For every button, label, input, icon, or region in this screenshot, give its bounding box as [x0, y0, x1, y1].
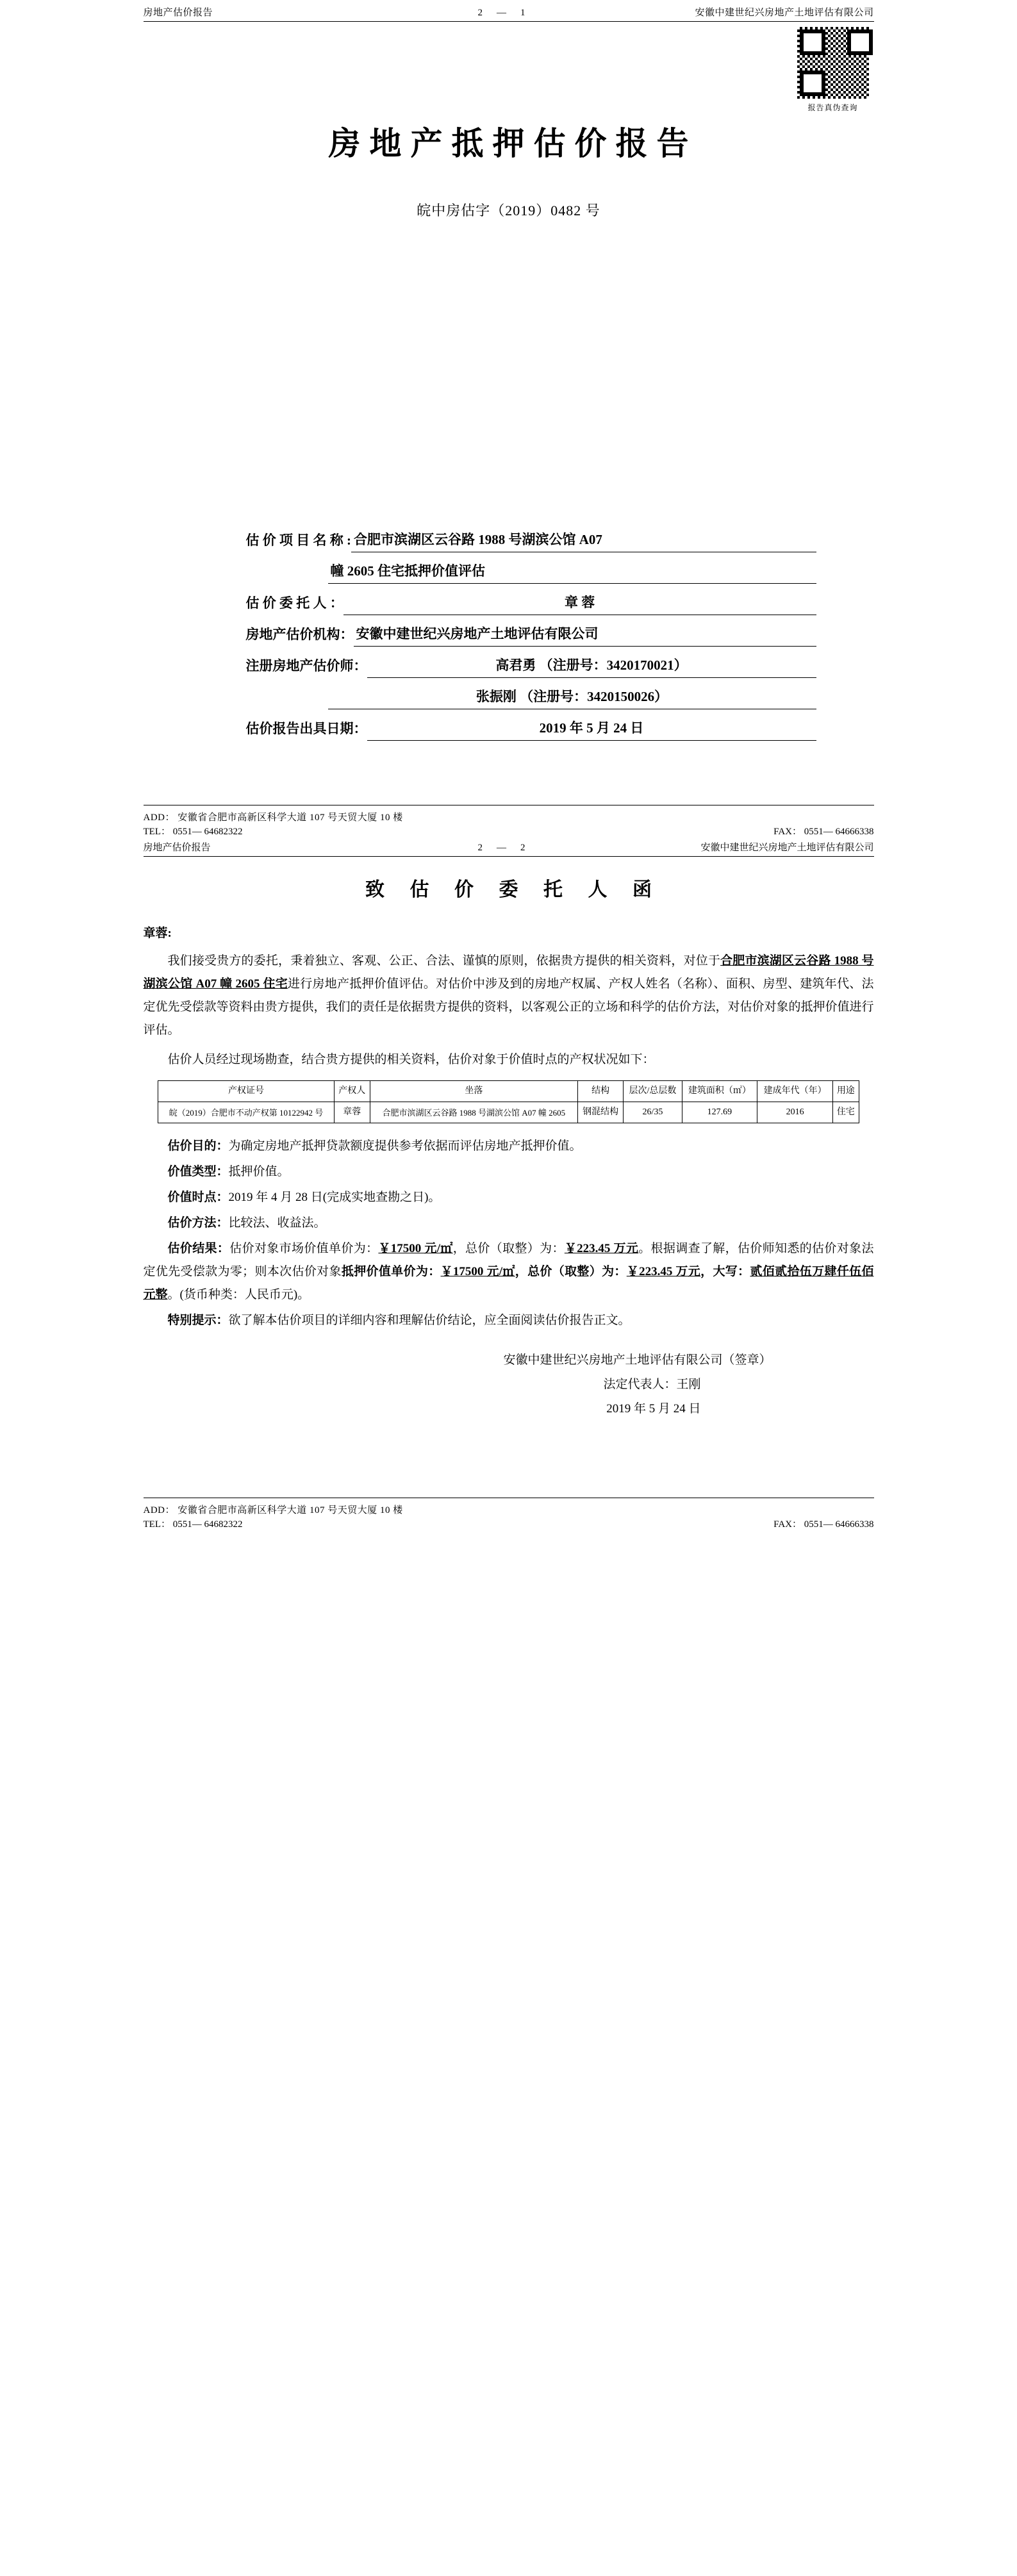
field-project-name — [246, 527, 816, 552]
letter-paragraph-1 — [144, 950, 874, 1042]
item-result-text-e: ，总价（取整）为： — [515, 1265, 627, 1278]
item-result-unit-price-market: ￥17500 元/㎡ — [378, 1242, 453, 1255]
item-result-text-d: 抵押价值单价为： — [341, 1265, 441, 1278]
table-header-structure: 结构 — [577, 1081, 623, 1102]
table-cell-location: 合肥市滨湖区云谷路 1988 号湖滨公馆 A07 幢 2605 — [370, 1102, 577, 1123]
table-cell-usage: 住宅 — [832, 1102, 859, 1123]
table-header-location: 坐落 — [370, 1081, 577, 1102]
item-result — [144, 1237, 874, 1307]
page2-running-header-page-number: 2 — [520, 843, 540, 853]
item-value-type-value: 抵押价值。 — [228, 1165, 290, 1178]
letter-paragraph-1-property: 合肥市滨湖区云谷路 1988 号湖滨公馆 A07 幢 2605 住宅 — [143, 954, 874, 991]
signature-block — [144, 1349, 874, 1421]
running-header — [144, 0, 874, 22]
field-issue-date-label: 估价报告出具日期： — [245, 721, 367, 736]
letter-title: 致 估 价 委 托 人 函 — [365, 879, 662, 900]
page2-running-header — [144, 839, 874, 857]
item-result-total-mortgage: ￥223.45 万元 — [626, 1265, 701, 1278]
property-table — [158, 1080, 859, 1123]
item-purpose-value: 为确定房地产抵押贷款额度提供参考依据而评估房地产抵押价值。 — [228, 1139, 582, 1153]
item-result-text-f: ，大写： — [700, 1265, 750, 1278]
table-cell-owner: 章蓉 — [334, 1102, 370, 1123]
item-purpose-label: 估价目的： — [167, 1139, 229, 1153]
item-value-type — [144, 1160, 874, 1184]
field-client — [246, 590, 816, 615]
page1-tel: TEL： 0551— 64682322 — [143, 827, 243, 837]
letter-salutation: 章蓉: — [143, 927, 172, 940]
page1-address-block — [144, 805, 874, 839]
cover-fields — [144, 527, 874, 741]
running-header-left: 房地产估价报告 — [143, 8, 213, 18]
field-appraiser-line2 — [246, 684, 816, 709]
item-method-value: 比较法、收益法。 — [228, 1216, 326, 1230]
field-project-name-value-2[interactable]: 幢 2605 住宅抵押价值评估 — [328, 559, 816, 584]
running-header-page-prefix: 2— — [477, 8, 520, 18]
page2-running-header-page — [384, 843, 633, 854]
item-result-text-a: 估价对象市场价值单价为： — [229, 1242, 379, 1255]
item-notice-label: 特别提示： — [167, 1314, 229, 1327]
table-row — [158, 1102, 859, 1123]
field-project-name-label: 估 价 项 目 名 称 : — [245, 533, 351, 548]
table-header-owner: 产权人 — [334, 1081, 370, 1102]
item-result-label: 估价结果： — [167, 1242, 230, 1255]
signature-date: 2019 年 5 月 24 日 — [606, 1402, 701, 1416]
item-purpose — [144, 1135, 874, 1158]
page2-address-line: ADD： 安徽省合肥市高新区科学大道 107 号天贸大厦 10 楼 — [143, 1505, 403, 1515]
table-cell-cert-no: 皖（2019）合肥市不动产权第 10122942 号 — [158, 1102, 334, 1123]
item-value-date-value: 2019 年 4 月 28 日(完成实地查勘之日)。 — [228, 1191, 441, 1204]
field-issue-date — [246, 716, 816, 741]
page1-fax: FAX： 0551— 64666338 — [773, 827, 874, 837]
item-result-amount-in-words: 贰佰贰拾伍万肆仟伍佰元整 — [143, 1265, 874, 1301]
item-value-type-label: 价值类型： — [167, 1165, 229, 1178]
table-header-cert-no: 产权证号 — [158, 1081, 334, 1102]
item-notice-value: 欲了解本估价项目的详细内容和理解估价结论，应全面阅读估价报告正文。 — [228, 1314, 631, 1327]
page2-running-header-page-prefix: 2— — [477, 843, 520, 853]
field-project-name-value[interactable]: 合肥市滨湖区云谷路 1988 号湖滨公馆 A07 — [351, 527, 816, 552]
item-result-text-c: 。根据调查了解，估价师知悉的估价对象法定优先受偿款为零；则本次估价对象 — [143, 1242, 874, 1278]
cover-spacer — [144, 220, 874, 527]
page2-tel: TEL： 0551— 64682322 — [143, 1519, 243, 1530]
qr-code-icon[interactable] — [796, 26, 870, 100]
item-value-date-label: 价值时点： — [167, 1191, 229, 1204]
field-agency-value[interactable]: 安徽中建世纪兴房地产土地评估有限公司 — [354, 622, 816, 647]
document-number: 皖中房估字（2019）0482 号 — [417, 202, 600, 219]
field-appraiser-value-2[interactable]: 张振刚 （注册号：3420150026） — [328, 684, 816, 709]
page2-running-header-left: 房地产估价报告 — [143, 843, 211, 853]
page-title: 房地产抵押估价报告 — [328, 126, 698, 161]
field-appraiser-value[interactable]: 高君勇 （注册号：3420170021） — [367, 653, 816, 678]
field-project-name-line2 — [246, 559, 816, 584]
qr-code-block — [792, 26, 874, 113]
table-cell-area: 127.69 — [682, 1102, 757, 1123]
item-result-total-market: ￥223.45 万元 — [564, 1242, 639, 1255]
item-method — [144, 1212, 874, 1235]
qr-code-caption: 报告真伪查询 — [807, 103, 858, 112]
item-result-unit-price-mortgage: ￥17500 元/㎡ — [440, 1265, 515, 1278]
table-header-year: 建成年代（年） — [757, 1081, 833, 1102]
page2-address-block — [144, 1498, 874, 1532]
field-issue-date-value[interactable]: 2019 年 5 月 24 日 — [367, 716, 816, 741]
page2-fax: FAX： 0551— 64666338 — [773, 1519, 874, 1530]
letter-paragraph-1-c: 进行房地产抵押价值评估。对估价中涉及到的房地产权属、产权人姓名（名称）、面积、房型、建筑年代、法定优先受偿款等资料由贵方提供，我们的责任是依据贵方提供的资料，以客观公正的立场和科学的估价方法，对估价对象的抵押价值进行评估。 — [143, 977, 874, 1037]
letter-paragraph-2: 估价人员经过现场勘查，结合贵方提供的相关资料，估价对象于价值时点的产权状况如下： — [167, 1053, 655, 1066]
table-cell-year: 2016 — [757, 1102, 833, 1123]
table-cell-floor: 26/35 — [624, 1102, 682, 1123]
table-header-area: 建筑面积（㎡） — [682, 1081, 757, 1102]
field-appraiser — [246, 653, 816, 678]
running-header-page — [384, 8, 633, 19]
page2-running-header-right: 安徽中建世纪兴房地产土地评估有限公司 — [700, 843, 874, 853]
item-notice — [144, 1309, 874, 1332]
field-agency — [246, 622, 816, 647]
running-header-right: 安徽中建世纪兴房地产土地评估有限公司 — [695, 8, 874, 18]
item-result-text-b: ，总价（取整）为： — [452, 1242, 565, 1255]
letter-paragraph-1-a: 我们接受贵方的委托，秉着独立、客观、公正、合法、谨慎的原则，依据贵方提供的相关资料，对位于 — [167, 954, 721, 968]
field-appraiser-label: 注册房地产估价师： — [245, 658, 367, 673]
signature-legal-rep: 法定代表人：王刚 — [603, 1378, 701, 1391]
field-agency-label: 房地产估价机构： — [245, 627, 354, 642]
running-header-page-number: 1 — [520, 8, 540, 18]
field-client-label: 估 价 委 托 人 ： — [245, 595, 343, 611]
field-client-value[interactable]: 章 蓉 — [343, 590, 816, 615]
item-value-date — [144, 1186, 874, 1209]
signature-company: 安徽中建世纪兴房地产土地评估有限公司（签章） — [503, 1353, 772, 1367]
page1-address-line: ADD： 安徽省合肥市高新区科学大道 107 号天贸大厦 10 楼 — [143, 813, 403, 823]
table-header-row — [158, 1081, 859, 1102]
item-method-label: 估价方法： — [167, 1216, 229, 1230]
item-result-text-g: 。(货币种类：人民币元)。 — [167, 1288, 310, 1301]
table-header-floor: 层次/总层数 — [624, 1081, 682, 1102]
table-cell-structure: 钢混结构 — [577, 1102, 623, 1123]
table-header-usage: 用途 — [832, 1081, 859, 1102]
